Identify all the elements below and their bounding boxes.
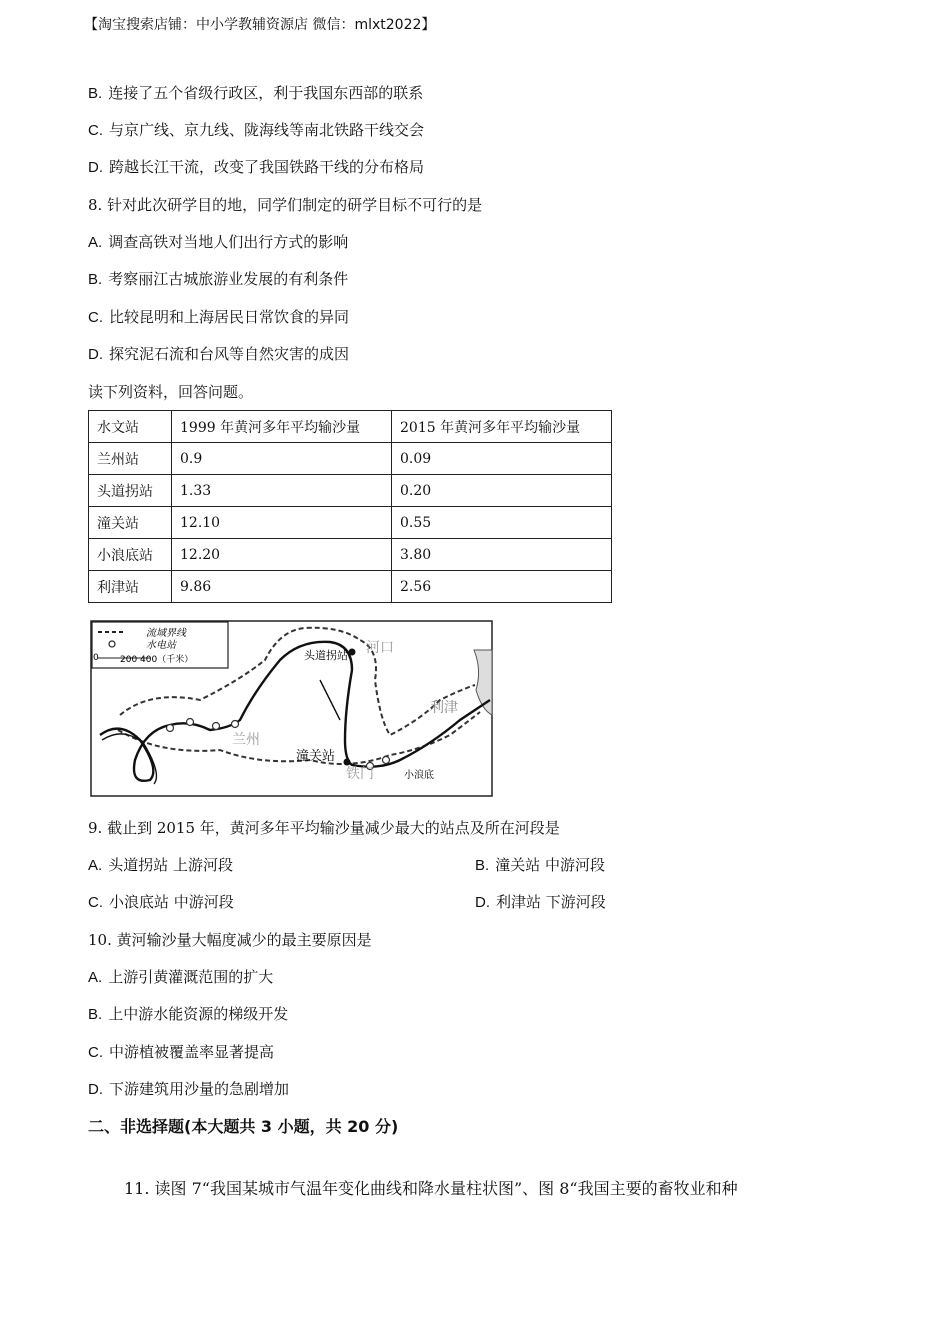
option-text: 头道拐站 上游河段: [108, 856, 233, 874]
table-row: [89, 539, 612, 571]
option-letter: B.: [475, 857, 490, 874]
table-cell: 0.9: [172, 443, 392, 475]
q7-option-b[interactable]: [88, 82, 423, 103]
q11-stem: 11. 读图 7“我国某城市气温年变化曲线和降水量柱状图”、图 8“我国主要的畜牧业和种: [124, 1179, 738, 1198]
option-letter: C.: [88, 1044, 103, 1061]
option-text: 与京广线、京九线、陇海线等南北铁路干线交会: [109, 121, 425, 139]
q9-option-d[interactable]: [475, 891, 606, 912]
option-letter: C.: [88, 309, 103, 326]
q10-option-d[interactable]: [88, 1078, 289, 1099]
legend-scale-text: 200 400（千米）: [120, 655, 194, 665]
option-letter: B.: [88, 271, 103, 288]
page-header: 【淘宝搜索店铺：中小学教辅资源店 微信：mlxt2022】: [84, 17, 436, 33]
option-text: 中游植被覆盖率显著提高: [109, 1043, 275, 1061]
option-letter: C.: [88, 122, 103, 139]
q9-option-b[interactable]: [475, 854, 605, 875]
q8-option-a[interactable]: [88, 231, 348, 252]
label-lijin: 利津: [430, 700, 458, 716]
table-row: [89, 475, 612, 507]
q10-option-a[interactable]: [88, 966, 273, 987]
table-cell: 小浪底站: [89, 539, 172, 571]
table-cell: 1.33: [172, 475, 392, 507]
toudaoguai-marker: [349, 649, 356, 656]
table-cell: 12.10: [172, 507, 392, 539]
table-cell: 0.09: [392, 443, 612, 475]
option-letter: D.: [88, 346, 103, 363]
q7-option-c[interactable]: [88, 119, 424, 140]
option-text: 跨越长江干流，改变了我国铁路干线的分布格局: [109, 158, 425, 176]
table-header-cell: 水文站: [89, 411, 172, 443]
option-letter: D.: [475, 894, 490, 911]
table-cell: 利津站: [89, 571, 172, 603]
option-text: 探究泥石流和台风等自然灾害的成因: [109, 345, 350, 363]
q9-stem: 9. 截止到 2015 年，黄河多年平均输沙量减少最大的站点及所在河段是: [88, 819, 560, 837]
q7-option-d[interactable]: [88, 156, 424, 177]
yellow-river-map: [90, 620, 494, 798]
option-text: 上游引黄灌溉范围的扩大: [108, 968, 274, 986]
q8-stem: 8. 针对此次研学目的地，同学们制定的研学目标不可行的是: [88, 196, 483, 214]
option-text: 上中游水能资源的梯级开发: [108, 1005, 289, 1023]
label-tongguan: 潼关站: [296, 749, 336, 764]
option-text: 考察丽江古城旅游业发展的有利条件: [108, 270, 349, 288]
table-cell: 12.20: [172, 539, 392, 571]
hydro-station-icon: [187, 719, 194, 726]
hydro-station-icon: [167, 725, 174, 732]
option-letter: D.: [88, 159, 103, 176]
label-xiaolangdi: 小浪底: [404, 770, 434, 781]
hydro-station-icon: [232, 721, 239, 728]
option-text: 调查高铁对当地人们出行方式的影响: [108, 233, 349, 251]
option-text: 比较昆明和上海居民日常饮食的异同: [109, 308, 350, 326]
option-text: 利津站 下游河段: [496, 893, 606, 911]
sediment-table: [88, 410, 612, 603]
label-toudaoguai: 头道拐站: [304, 649, 348, 662]
table-header-row: [89, 411, 612, 443]
table-row: [89, 507, 612, 539]
table-cell: 9.86: [172, 571, 392, 603]
table-cell: 3.80: [392, 539, 612, 571]
q10-option-c[interactable]: [88, 1041, 274, 1062]
q8-option-d[interactable]: [88, 343, 349, 364]
hydro-station-icon: [383, 757, 390, 764]
option-letter: D.: [88, 1081, 103, 1098]
q10-stem: 10. 黄河输沙量大幅度减少的最主要原因是: [88, 931, 372, 949]
table-header-cell: 2015 年黄河多年平均输沙量: [392, 411, 612, 443]
legend-boundary-text: 流域界线: [146, 628, 186, 639]
option-letter: B.: [88, 85, 103, 102]
option-text: 下游建筑用沙量的急剧增加: [109, 1080, 290, 1098]
option-letter: B.: [88, 1006, 103, 1023]
option-letter: C.: [88, 894, 103, 911]
q10-option-b[interactable]: [88, 1003, 288, 1024]
q9-option-a[interactable]: [88, 854, 233, 875]
option-text: 小浪底站 中游河段: [109, 893, 234, 911]
reading-intro: 读下列资料，回答问题。: [88, 383, 254, 401]
label-tiemen: 铁门: [346, 766, 374, 782]
table-cell: 兰州站: [89, 443, 172, 475]
table-header-cell: 1999 年黄河多年平均输沙量: [172, 411, 392, 443]
table-cell: 头道拐站: [89, 475, 172, 507]
section-heading: 二、非选择题(本大题共 3 小题，共 20 分): [88, 1117, 399, 1136]
option-text: 潼关站 中游河段: [495, 856, 605, 874]
table-row: [89, 571, 612, 603]
q9-option-c[interactable]: [88, 891, 234, 912]
legend-station-text: 水电站: [146, 640, 176, 651]
legend-scale-zero: 0: [93, 653, 99, 663]
option-letter: A.: [88, 234, 103, 251]
option-letter: A.: [88, 969, 103, 986]
hydro-station-icon: [213, 723, 220, 730]
table-cell: 0.55: [392, 507, 612, 539]
tongguan-marker: [344, 759, 351, 766]
q8-option-b[interactable]: [88, 268, 348, 289]
label-lanzhou: 兰州: [232, 732, 260, 748]
q8-option-c[interactable]: [88, 306, 349, 327]
table-cell: 0.20: [392, 475, 612, 507]
table-cell: 2.56: [392, 571, 612, 603]
option-letter: A.: [88, 857, 103, 874]
option-text: 连接了五个省级行政区，利于我国东西部的联系: [108, 84, 424, 102]
table-row: [89, 443, 612, 475]
table-cell: 潼关站: [89, 507, 172, 539]
label-hekou: 河口: [366, 640, 394, 656]
